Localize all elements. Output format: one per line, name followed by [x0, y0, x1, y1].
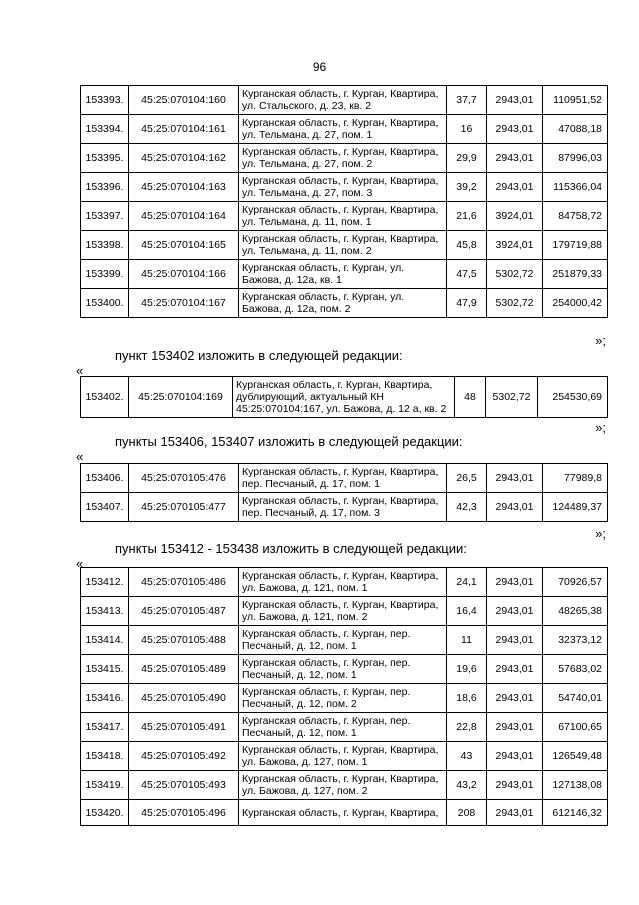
cadastral-cost-per-unit-cell: 2943,01	[487, 742, 543, 771]
table-row	[81, 144, 608, 173]
cadastral-value-cell: 54740,01	[543, 684, 608, 713]
table-row	[81, 231, 608, 260]
address-cell: Курганская область, г. Курган, пер. Песчаный, д. 12, пом. 1	[239, 655, 447, 684]
cadastral-cost-per-unit-cell: 2943,01	[487, 568, 543, 597]
cadastral-number-cell: 45:25:070105:487	[129, 597, 239, 626]
table-row	[81, 86, 608, 115]
address-cell: Курганская область, г. Курган, Квартира, ул. Бажова, д. 127, пом. 1	[239, 742, 447, 771]
page-number: 96	[312, 60, 327, 74]
row-number-cell: 153416.	[81, 684, 129, 713]
address-cell: Курганская область, г. Курган, Квартира, ул. Тельмана, д. 27, пом. 3	[239, 173, 447, 202]
row-number-cell: 153395.	[81, 144, 129, 173]
area-cell: 43	[447, 742, 487, 771]
row-number-cell: 153413.	[81, 597, 129, 626]
row-number-cell: 153415.	[81, 655, 129, 684]
opening-quote: «	[76, 363, 84, 378]
address-cell: Курганская область, г. Курган, Квартира, ул. Бажова, д. 127, пом. 2	[239, 771, 447, 800]
cadastral-value-cell: 179719,88	[543, 231, 608, 260]
area-cell: 26,5	[447, 464, 487, 493]
row-number-cell: 153406.	[81, 464, 129, 493]
cadastral-value-cell: 57683,02	[543, 655, 608, 684]
cadastral-cost-per-unit-cell: 2943,01	[487, 800, 543, 826]
cadastral-cost-per-unit-cell: 2943,01	[487, 597, 543, 626]
table-row	[81, 568, 608, 597]
cadastral-cost-per-unit-cell: 2943,01	[487, 684, 543, 713]
cadastral-cost-per-unit-cell: 5302,72	[487, 260, 543, 289]
address-cell: Курганская область, г. Курган, Квартира, ул. Тельмана, д. 27, пом. 2	[239, 144, 447, 173]
cadastral-value-cell: 612146,32	[543, 800, 608, 826]
cadastral-cost-per-unit-cell: 3924,01	[487, 231, 543, 260]
cadastral-value-cell: 251879,33	[543, 260, 608, 289]
cadastral-cost-per-unit-cell: 2943,01	[487, 144, 543, 173]
row-number-cell: 153398.	[81, 231, 129, 260]
area-cell: 47,5	[447, 260, 487, 289]
cadastral-value-cell: 126549,48	[543, 742, 608, 771]
cadastral-number-cell: 45:25:070105:490	[129, 684, 239, 713]
address-cell: Курганская область, г. Курган, пер. Песчаный, д. 12, пом. 1	[239, 626, 447, 655]
address-cell: Курганская область, г. Курган, пер. Песчаный, д. 12, пом. 1	[239, 713, 447, 742]
registry-table-3	[80, 463, 608, 522]
address-cell: Курганская область, г. Курган, Квартира, ул. Тельмана, д. 11, пом. 2	[239, 231, 447, 260]
row-number-cell: 153412.	[81, 568, 129, 597]
row-number-cell: 153394.	[81, 115, 129, 144]
table-row	[81, 626, 608, 655]
area-cell: 16,4	[447, 597, 487, 626]
table-row	[81, 684, 608, 713]
row-number-cell: 153397.	[81, 202, 129, 231]
row-number-cell: 153418.	[81, 742, 129, 771]
cadastral-value-cell: 115366,04	[543, 173, 608, 202]
row-number-cell: 153420.	[81, 800, 129, 826]
address-cell: Курганская область, г. Курган, Квартира, пер. Песчаный, д. 17, пом. 3	[239, 493, 447, 522]
table-row	[81, 377, 608, 418]
area-cell: 16	[447, 115, 487, 144]
table-row	[81, 464, 608, 493]
cadastral-value-cell: 67100,65	[543, 713, 608, 742]
closing-quote: »;	[595, 420, 606, 435]
area-cell: 37,7	[447, 86, 487, 115]
table-row	[81, 800, 608, 826]
area-cell: 43,2	[447, 771, 487, 800]
cadastral-value-cell: 127138,08	[543, 771, 608, 800]
cadastral-number-cell: 45:25:070105:486	[129, 568, 239, 597]
section-instruction: пункты 153412 - 153438 изложить в следующей редакции:	[115, 541, 467, 556]
address-cell: Курганская область, г. Курган, Квартира, пер. Песчаный, д. 17, пом. 1	[239, 464, 447, 493]
area-cell: 22,8	[447, 713, 487, 742]
area-cell: 21,6	[447, 202, 487, 231]
cadastral-cost-per-unit-cell: 2943,01	[487, 713, 543, 742]
address-cell: Курганская область, г. Курган, Квартира, дублирующий, актуальный КН 45:25:070104:167, ул. Бажова, д. 12 а, кв. 2	[233, 377, 455, 418]
table-row	[81, 260, 608, 289]
area-cell: 19,6	[447, 655, 487, 684]
cadastral-value-cell: 124489,37	[543, 493, 608, 522]
cadastral-value-cell: 254000,42	[543, 289, 608, 318]
address-cell: Курганская область, г. Курган, Квартира, ул. Стальского, д. 23, кв. 2	[239, 86, 447, 115]
section-instruction: пункты 153406, 153407 изложить в следующей редакции:	[115, 434, 463, 449]
row-number-cell: 153393.	[81, 86, 129, 115]
table-row	[81, 742, 608, 771]
cadastral-cost-per-unit-cell: 2943,01	[487, 626, 543, 655]
area-cell: 39,2	[447, 173, 487, 202]
cadastral-number-cell: 45:25:070105:491	[129, 713, 239, 742]
table-row	[81, 713, 608, 742]
cadastral-number-cell: 45:25:070104:162	[129, 144, 239, 173]
table-row	[81, 655, 608, 684]
registry-table-1	[80, 85, 608, 318]
cadastral-cost-per-unit-cell: 5302,72	[487, 289, 543, 318]
opening-quote: «	[76, 449, 84, 464]
table-row	[81, 115, 608, 144]
cadastral-number-cell: 45:25:070104:163	[129, 173, 239, 202]
area-cell: 47,9	[447, 289, 487, 318]
address-cell: Курганская область, г. Курган, ул. Бажова, д. 12а, пом. 2	[239, 289, 447, 318]
row-number-cell: 153419.	[81, 771, 129, 800]
closing-quote: »;	[595, 333, 606, 348]
cadastral-number-cell: 45:25:070105:488	[129, 626, 239, 655]
cadastral-value-cell: 70926,57	[543, 568, 608, 597]
cadastral-value-cell: 77989,8	[543, 464, 608, 493]
cadastral-cost-per-unit-cell: 2943,01	[487, 115, 543, 144]
cadastral-value-cell: 254530,69	[538, 377, 608, 418]
cadastral-number-cell: 45:25:070104:161	[129, 115, 239, 144]
cadastral-cost-per-unit-cell: 2943,01	[487, 464, 543, 493]
cadastral-number-cell: 45:25:070105:493	[129, 771, 239, 800]
row-number-cell: 153396.	[81, 173, 129, 202]
row-number-cell: 153407.	[81, 493, 129, 522]
registry-table-2	[80, 376, 608, 418]
row-number-cell: 153400.	[81, 289, 129, 318]
area-cell: 45,8	[447, 231, 487, 260]
address-cell: Курганская область, г. Курган, Квартира, ул. Бажова, д. 121, пом. 1	[239, 568, 447, 597]
cadastral-cost-per-unit-cell: 2943,01	[487, 173, 543, 202]
registry-table-4	[80, 567, 608, 826]
table-row	[81, 771, 608, 800]
address-cell: Курганская область, г. Курган, Квартира,	[239, 800, 447, 826]
cadastral-number-cell: 45:25:070104:169	[129, 377, 233, 418]
table-row	[81, 493, 608, 522]
cadastral-value-cell: 48265,38	[543, 597, 608, 626]
cadastral-value-cell: 32373,12	[543, 626, 608, 655]
cadastral-value-cell: 110951,52	[543, 86, 608, 115]
closing-quote: »;	[595, 526, 606, 541]
cadastral-cost-per-unit-cell: 5302,72	[486, 377, 538, 418]
table-row	[81, 202, 608, 231]
cadastral-number-cell: 45:25:070104:166	[129, 260, 239, 289]
cadastral-cost-per-unit-cell: 3924,01	[487, 202, 543, 231]
area-cell: 29,9	[447, 144, 487, 173]
area-cell: 24,1	[447, 568, 487, 597]
address-cell: Курганская область, г. Курган, Квартира, ул. Тельмана, д. 11, пом. 1	[239, 202, 447, 231]
cadastral-number-cell: 45:25:070105:489	[129, 655, 239, 684]
cadastral-number-cell: 45:25:070104:167	[129, 289, 239, 318]
cadastral-number-cell: 45:25:070104:165	[129, 231, 239, 260]
cadastral-number-cell: 45:25:070104:160	[129, 86, 239, 115]
cadastral-cost-per-unit-cell: 2943,01	[487, 771, 543, 800]
cadastral-value-cell: 84758,72	[543, 202, 608, 231]
address-cell: Курганская область, г. Курган, ул. Бажова, д. 12а, кв. 1	[239, 260, 447, 289]
area-cell: 48	[455, 377, 486, 418]
table-row	[81, 173, 608, 202]
cadastral-number-cell: 45:25:070105:496	[129, 800, 239, 826]
address-cell: Курганская область, г. Курган, Квартира, ул. Тельмана, д. 27, пом. 1	[239, 115, 447, 144]
row-number-cell: 153399.	[81, 260, 129, 289]
cadastral-number-cell: 45:25:070104:164	[129, 202, 239, 231]
table-row	[81, 289, 608, 318]
cadastral-number-cell: 45:25:070105:476	[129, 464, 239, 493]
row-number-cell: 153414.	[81, 626, 129, 655]
section-instruction: пункт 153402 изложить в следующей редакции:	[115, 348, 403, 363]
opening-quote: «	[76, 556, 84, 571]
address-cell: Курганская область, г. Курган, пер. Песчаный, д. 12, пом. 2	[239, 684, 447, 713]
table-row	[81, 597, 608, 626]
cadastral-cost-per-unit-cell: 2943,01	[487, 655, 543, 684]
cadastral-value-cell: 87996,03	[543, 144, 608, 173]
cadastral-number-cell: 45:25:070105:492	[129, 742, 239, 771]
cadastral-cost-per-unit-cell: 2943,01	[487, 86, 543, 115]
row-number-cell: 153402.	[81, 377, 129, 418]
cadastral-number-cell: 45:25:070105:477	[129, 493, 239, 522]
area-cell: 11	[447, 626, 487, 655]
cadastral-cost-per-unit-cell: 2943,01	[487, 493, 543, 522]
area-cell: 208	[447, 800, 487, 826]
area-cell: 42,3	[447, 493, 487, 522]
row-number-cell: 153417.	[81, 713, 129, 742]
address-cell: Курганская область, г. Курган, Квартира, ул. Бажова, д. 121, пом. 2	[239, 597, 447, 626]
cadastral-value-cell: 47088,18	[543, 115, 608, 144]
area-cell: 18,6	[447, 684, 487, 713]
